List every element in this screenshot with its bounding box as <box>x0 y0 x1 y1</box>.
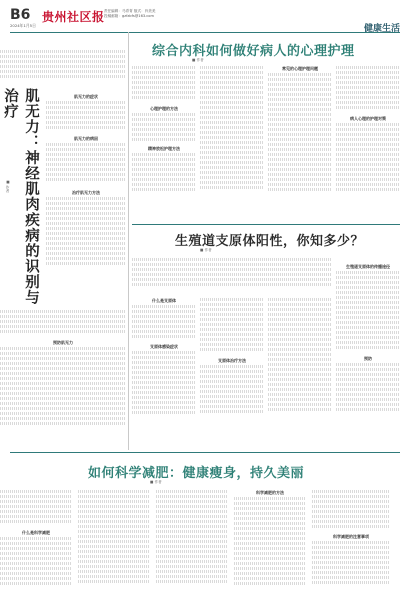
newspaper-logo: 贵州社区报 <box>42 10 105 24</box>
fertility-subhead-prevention: 预防 <box>364 356 372 361</box>
article-myasthenia <box>0 30 128 530</box>
article-author: ■ 作者 <box>6 180 10 193</box>
fertility-subhead-transmission: 生殖道支原体的传播途径 <box>346 264 390 269</box>
weight-article-title: 如何科学减肥：健康瘦身，持久美丽 <box>88 466 305 481</box>
editor-line: 责任编辑：马青青 版式：肖美美 <box>104 9 156 13</box>
fertility-subhead-treatment: 支原体治疗方法 <box>218 358 246 363</box>
weight-subhead-what: 什么是科学减肥 <box>22 530 50 535</box>
heart-subhead-relax: 精神放松护理方法 <box>148 146 180 151</box>
fertility-article-title: 生殖道支原体阳性，你知多少？ <box>175 234 365 249</box>
heart-subhead-countermeasures: 病人心理的护理对策 <box>350 116 386 121</box>
editor-info <box>104 9 155 20</box>
heart-article-title: 综合内科如何做好病人的心理护理 <box>152 44 355 59</box>
article-body-lower <box>0 310 126 460</box>
weight-article-byline: ■ 作者 <box>150 480 162 484</box>
page-header <box>10 6 400 33</box>
subhead-causes: 肌无力的病因 <box>74 136 98 141</box>
weight-subhead-methods: 科学减肥的方法 <box>256 490 284 495</box>
fertility-lead <box>132 258 332 293</box>
fertility-article-byline: ■ 作者 <box>200 248 212 252</box>
page-number: B6 <box>10 7 31 23</box>
heart-article-byline: ■ 作者 <box>192 58 204 62</box>
article-title: 肌无力：神经肌肉疾病的识别与治疗 <box>2 88 40 305</box>
issue-date: 2024年1月5日 <box>10 23 36 28</box>
fertility-subhead-symptoms: 支原体感染症状 <box>150 344 178 349</box>
intro-text <box>0 50 126 85</box>
heart-subhead-problems: 常见的心理护理问题 <box>282 66 318 71</box>
subhead-treatment: 治疗肌无力方法 <box>72 190 100 195</box>
subhead-symptoms: 肌无力的症状 <box>74 94 98 99</box>
article-weight-body <box>0 490 390 590</box>
article-fertility-body <box>132 258 400 433</box>
subhead-prevention: 预防肌无力 <box>53 340 73 345</box>
article-heart-body <box>132 66 400 216</box>
heart-subhead-methods: 心理护理的方法 <box>150 106 178 111</box>
email-line: 投稿邮箱：gzfzbfs@163.com <box>104 14 154 19</box>
fertility-subhead-what: 什么是支原体 <box>152 298 176 303</box>
section-name: 健康生活 <box>363 24 400 34</box>
weight-subhead-notes: 科学减肥的注意事项 <box>333 534 369 539</box>
